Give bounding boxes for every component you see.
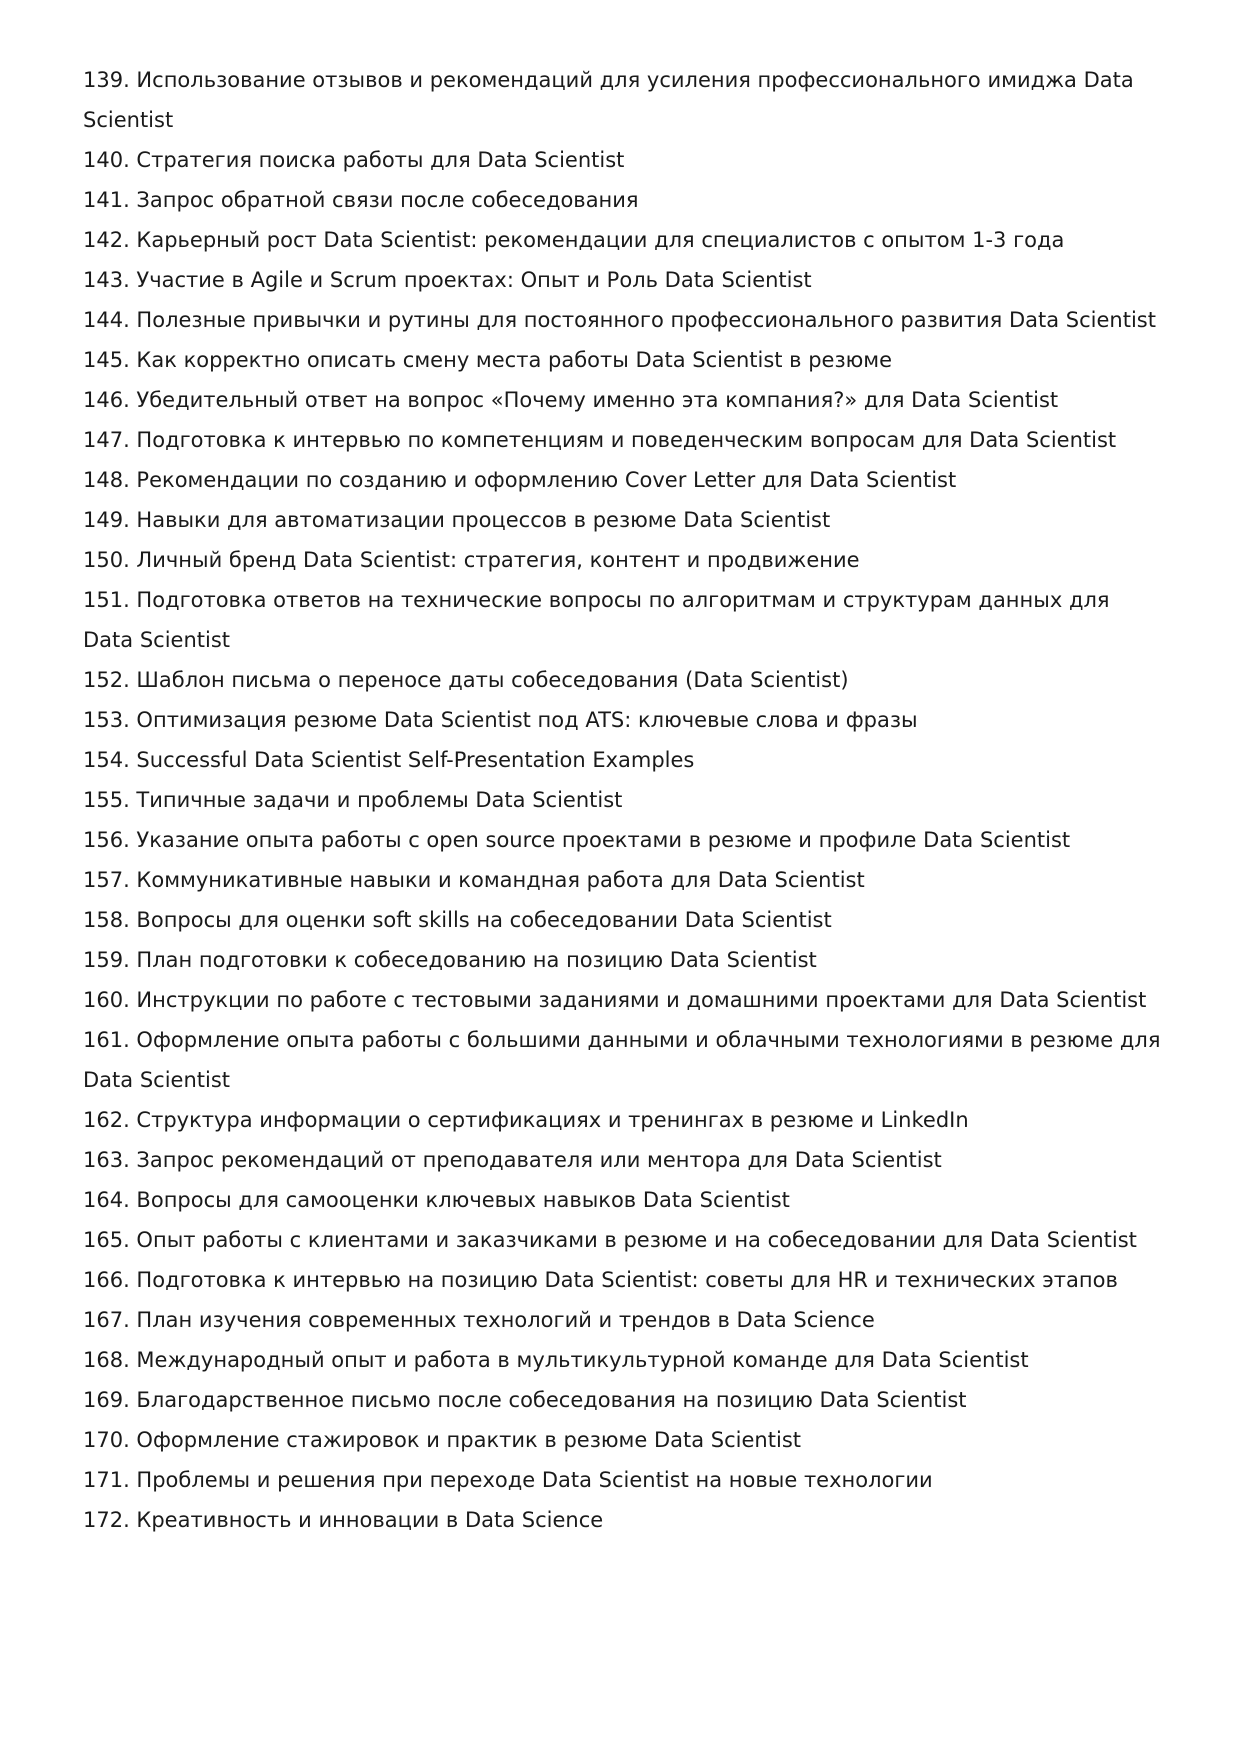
list-item: 143. Участие в Agile и Scrum проектах: Опыт и Роль Data Scientist [83, 268, 812, 292]
list-item: 152. Шаблон письма о переносе даты собеседования (Data Scientist) [83, 668, 849, 692]
list-item: 155. Типичные задачи и проблемы Data Scientist [83, 788, 623, 812]
list-item: 151. Подготовка ответов на технические вопросы по алгоритмам и структурам данных для Data Scientist [83, 588, 1110, 652]
list-item: 156. Указание опыта работы с open source проектами в резюме и профиле Data Scientist [83, 828, 1071, 852]
list-item: 146. Убедительный ответ на вопрос «Почему именно эта компания?» для Data Scientist [83, 388, 1059, 412]
list-item: 154. Successful Data Scientist Self-Presentation Examples [83, 748, 695, 772]
list-item: 159. План подготовки к собеседованию на позицию Data Scientist [83, 948, 817, 972]
list-item: 160. Инструкции по работе с тестовыми заданиями и домашними проектами для Data Scientist [83, 988, 1147, 1012]
list-item: 153. Оптимизация резюме Data Scientist под ATS: ключевые слова и фразы [83, 708, 918, 732]
list-item: 141. Запрос обратной связи после собеседования [83, 188, 639, 212]
list-item: 169. Благодарственное письмо после собеседования на позицию Data Scientist [83, 1388, 967, 1412]
list-item: 168. Международный опыт и работа в мультикультурной команде для Data Scientist [83, 1348, 1029, 1372]
list-item: 165. Опыт работы с клиентами и заказчиками в резюме и на собеседовании для Data Scientist [83, 1228, 1137, 1252]
list-item: 148. Рекомендации по созданию и оформлению Cover Letter для Data Scientist [83, 468, 957, 492]
list-item: 158. Вопросы для оценки soft skills на собеседовании Data Scientist [83, 908, 832, 932]
list-item: 170. Оформление стажировок и практик в резюме Data Scientist [83, 1428, 801, 1452]
list-item: 161. Оформление опыта работы с большими данными и облачными технологиями в резюме для Data Scientist [83, 1028, 1161, 1092]
list-item: 157. Коммуникативные навыки и командная работа для Data Scientist [83, 868, 865, 892]
list-item: 171. Проблемы и решения при переходе Data Scientist на новые технологии [83, 1468, 933, 1492]
list-item: 172. Креативность и инновации в Data Science [83, 1508, 604, 1532]
list-item: 163. Запрос рекомендаций от преподавателя или ментора для Data Scientist [83, 1148, 942, 1172]
list-item: 142. Карьерный рост Data Scientist: рекомендации для специалистов с опытом 1-3 года [83, 228, 1065, 252]
list-item: 150. Личный бренд Data Scientist: стратегия, контент и продвижение [83, 548, 860, 572]
list-item: 144. Полезные привычки и рутины для постоянного профессионального развития Data Scientist [83, 308, 1156, 332]
topic-list [83, 60, 1163, 1540]
list-item: 147. Подготовка к интервью по компетенциям и поведенческим вопросам для Data Scientist [83, 428, 1117, 452]
list-item: 166. Подготовка к интервью на позицию Data Scientist: советы для HR и технических этапов [83, 1268, 1118, 1292]
list-item: 167. План изучения современных технологий и трендов в Data Science [83, 1308, 875, 1332]
list-item: 145. Как корректно описать смену места работы Data Scientist в резюме [83, 348, 893, 372]
list-item: 162. Структура информации о сертификациях и тренингах в резюме и LinkedIn [83, 1108, 969, 1132]
list-item: 140. Стратегия поиска работы для Data Scientist [83, 148, 625, 172]
list-item: 149. Навыки для автоматизации процессов в резюме Data Scientist [83, 508, 831, 532]
list-item: 139. Использование отзывов и рекомендаций для усиления профессионального имиджа Data Scientist [83, 68, 1134, 132]
list-item: 164. Вопросы для самооценки ключевых навыков Data Scientist [83, 1188, 790, 1212]
